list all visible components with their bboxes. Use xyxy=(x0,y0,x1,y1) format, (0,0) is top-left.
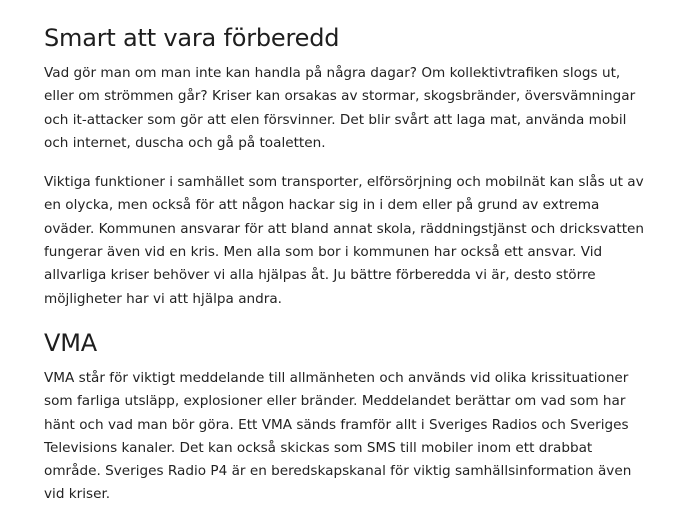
article-content xyxy=(44,22,644,523)
section-heading-vma: VMA xyxy=(44,328,97,357)
paragraph-prepared-intro: Vad gör man om man inte kan handla på några dagar? Om kollektivtrafiken slogs ut, eller om strömmen går? Kriser kan orsakas av stormar, skogsbränder, översvämningar och it-attacker som gör att elen försvinner. Det blir svårt att laga mat, använda mobil och internet, duscha och gå på toaletten. xyxy=(44,65,636,151)
paragraph-vma: VMA står för viktigt meddelande till allmänheten och används vid olika krissituationer som farliga utsläpp, explosioner eller bränder. Meddelandet berättar om vad som har hänt och vad man bör göra. Ett VMA sänds framför allt i Sveriges Radios och Sveriges Televisions kanaler. Det kan också skickas som SMS till mobiler inom ett drabbat område. Sveriges Radio P4 är en beredskapskanal för viktig samhällsinformation även vid kriser. xyxy=(44,369,632,503)
paragraph-prepared-functions: Viktiga funktioner i samhället som transporter, elförsörjning och mobilnät kan slås ut av en olycka, men också för att någon hackar sig in i dem eller på grund av extrema oväder. Kommunen ansvarar för att bland annat skola, räddningstjänst och dricksvatten fungerar även vid en kris. Men alla som bor i kommunen har också ett ansvar. Vid allvarliga kriser behöver vi alla hjälpas åt. Ju bättre förberedda vi är, desto större möjligheter har vi att hjälpa andra. xyxy=(44,174,645,307)
section-heading-prepared: Smart att vara förberedd xyxy=(44,24,340,52)
